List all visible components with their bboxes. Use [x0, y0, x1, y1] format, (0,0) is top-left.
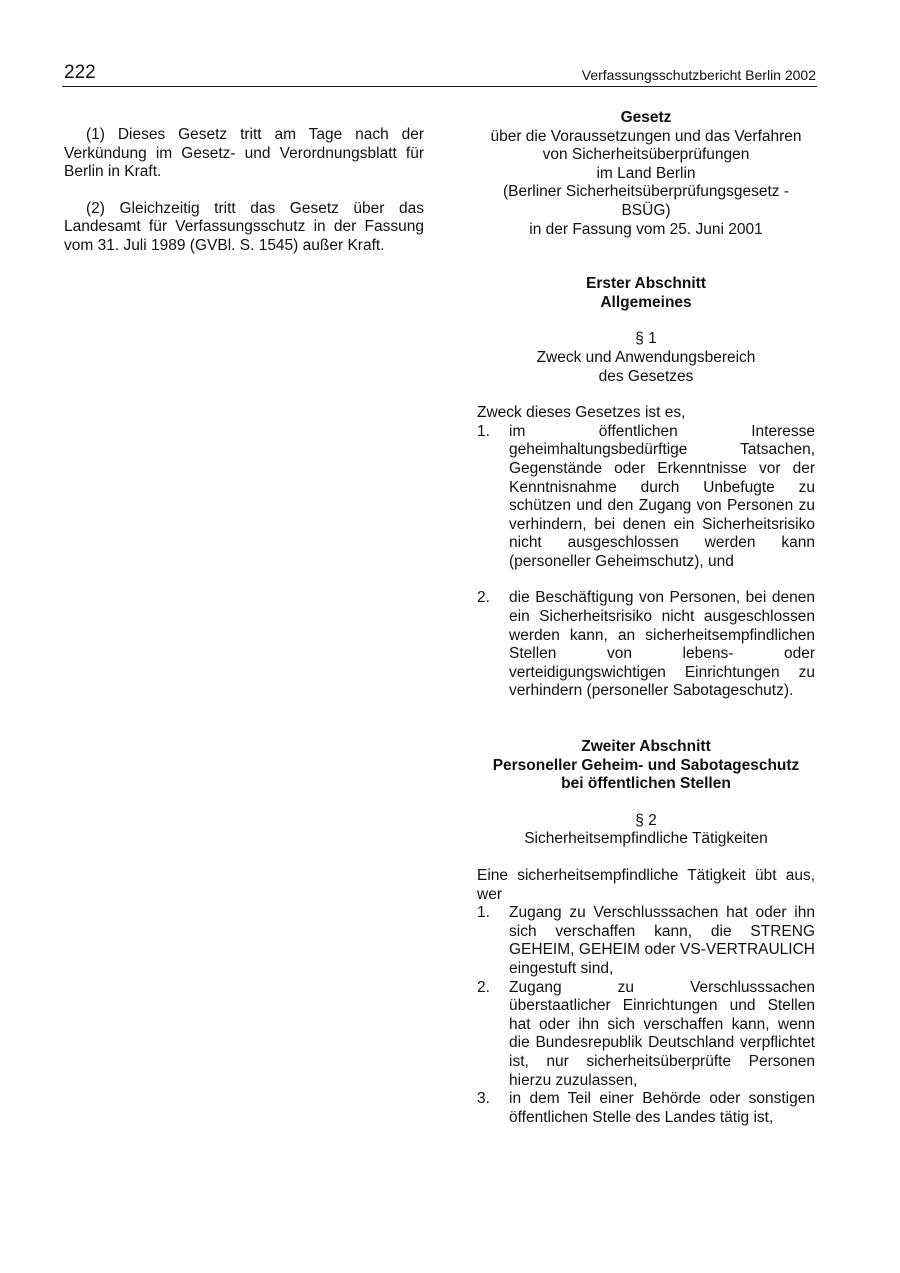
list-item-text: die Beschäftigung von Personen, bei denen ein Sicherheitsrisiko nicht ausgeschlossen werden kann, an sicherheitsempfindlichen Stellen von lebens- oder verteidigungswichtigen Einrichtungen zu verhindern (personeller Sabotageschutz). — [509, 589, 815, 700]
list-item — [477, 589, 815, 701]
list-item-text: Zugang zu Verschlusssachen hat oder ihn sich verschaffen kann, die STRENG GEHEIM, GEHEIM oder VS-VERTRAULICH eingestuft sind, — [509, 904, 815, 977]
section-title: Personeller Geheim- und Sabotageschutz — [492, 756, 800, 774]
paragraph-1-list — [477, 423, 815, 701]
paragraph-title: des Gesetzes — [598, 367, 694, 385]
paragraph-title: Zweck und Anwendungsbereich — [536, 348, 756, 366]
law-title-block — [477, 109, 815, 239]
paragraph-2-heading — [477, 812, 815, 849]
paragraph-entry-into-force: (1) Dieses Gesetz tritt am Tage nach der Verkündung im Gesetz- und Verordnungsblatt für Berlin in Kraft. — [64, 126, 424, 181]
header-rule — [62, 86, 817, 87]
paragraph-1-heading — [477, 330, 815, 386]
page-number: 222 — [64, 62, 96, 83]
paragraph-title: Sicherheitsempfindliche Tätigkeiten — [524, 830, 768, 848]
list-item-number: 3. — [477, 1090, 490, 1108]
list-item-text: in dem Teil einer Behörde oder sonstigen öffentlichen Stelle des Landes tätig ist, — [509, 1090, 815, 1126]
section-heading-2 — [477, 738, 815, 794]
list-item-number: 1. — [477, 422, 490, 440]
list-item — [477, 979, 815, 1091]
section-title: bei öffentlichen Stellen — [561, 775, 731, 793]
section-number: Erster Abschnitt — [585, 275, 706, 293]
list-item-number: 2. — [477, 978, 490, 996]
list-item-number: 1. — [477, 904, 490, 922]
paragraph-1-intro: Zweck dieses Gesetzes ist es, — [477, 404, 686, 422]
law-title-line: BSÜG) — [621, 201, 671, 219]
section-heading-1 — [477, 275, 815, 312]
left-column — [64, 126, 424, 256]
paragraph-2-list — [477, 904, 815, 1127]
list-item-text: im öffentlichen Interesse geheimhaltungsbedürftige Tatsachen, Gegenstände oder Erkenntnisse vor der Kenntnisnahme durch Unbefugte zu schützen und den Zugang von Personen zu verhindern, bei denen ein Sicherheitsrisiko nicht ausgeschlossen werden kann (personeller Geheimschutz), und — [509, 422, 815, 570]
list-item-number: 2. — [477, 589, 490, 607]
list-item-text: Zugang zu Verschlusssachen überstaatlicher Einrichtungen und Stellen hat oder ihn sich verschaffen kann, wenn die Bundesrepublik Deutschland verpflichtet ist, nur sicherheitsüberprüfte Personen hierzu zuzulassen, — [509, 978, 815, 1089]
right-column — [477, 109, 815, 1127]
section-number: Zweiter Abschnitt — [581, 738, 711, 756]
running-title: Verfassungsschutzbericht Berlin 2002 — [581, 67, 816, 83]
law-title-heading: Gesetz — [620, 109, 672, 126]
law-title-line: im Land Berlin — [596, 164, 696, 182]
paragraph-symbol: § 1 — [635, 330, 657, 348]
paragraph-2-intro: Eine sicherheitsempfindliche Tätigkeit übt aus, wer — [477, 867, 815, 903]
law-title-line: über die Voraussetzungen und das Verfahren — [490, 127, 802, 145]
law-title-line: von Sicherheitsüberprüfungen — [542, 146, 750, 164]
paragraph-symbol: § 2 — [635, 811, 657, 829]
list-item — [477, 1090, 815, 1127]
list-item — [477, 904, 815, 978]
law-title-line: (Berliner Sicherheitsüberprüfungsgesetz - — [502, 183, 790, 201]
paragraph-repeal: (2) Gleichzeitig tritt das Gesetz über das Landesamt für Verfassungsschutz in der Fassung vom 31. Juli 1989 (GVBl. S. 1545) außer Kraft. — [64, 199, 424, 254]
law-title-date: in der Fassung vom 25. Juni 2001 — [529, 220, 763, 238]
section-title: Allgemeines — [600, 293, 692, 311]
list-item — [477, 423, 815, 572]
